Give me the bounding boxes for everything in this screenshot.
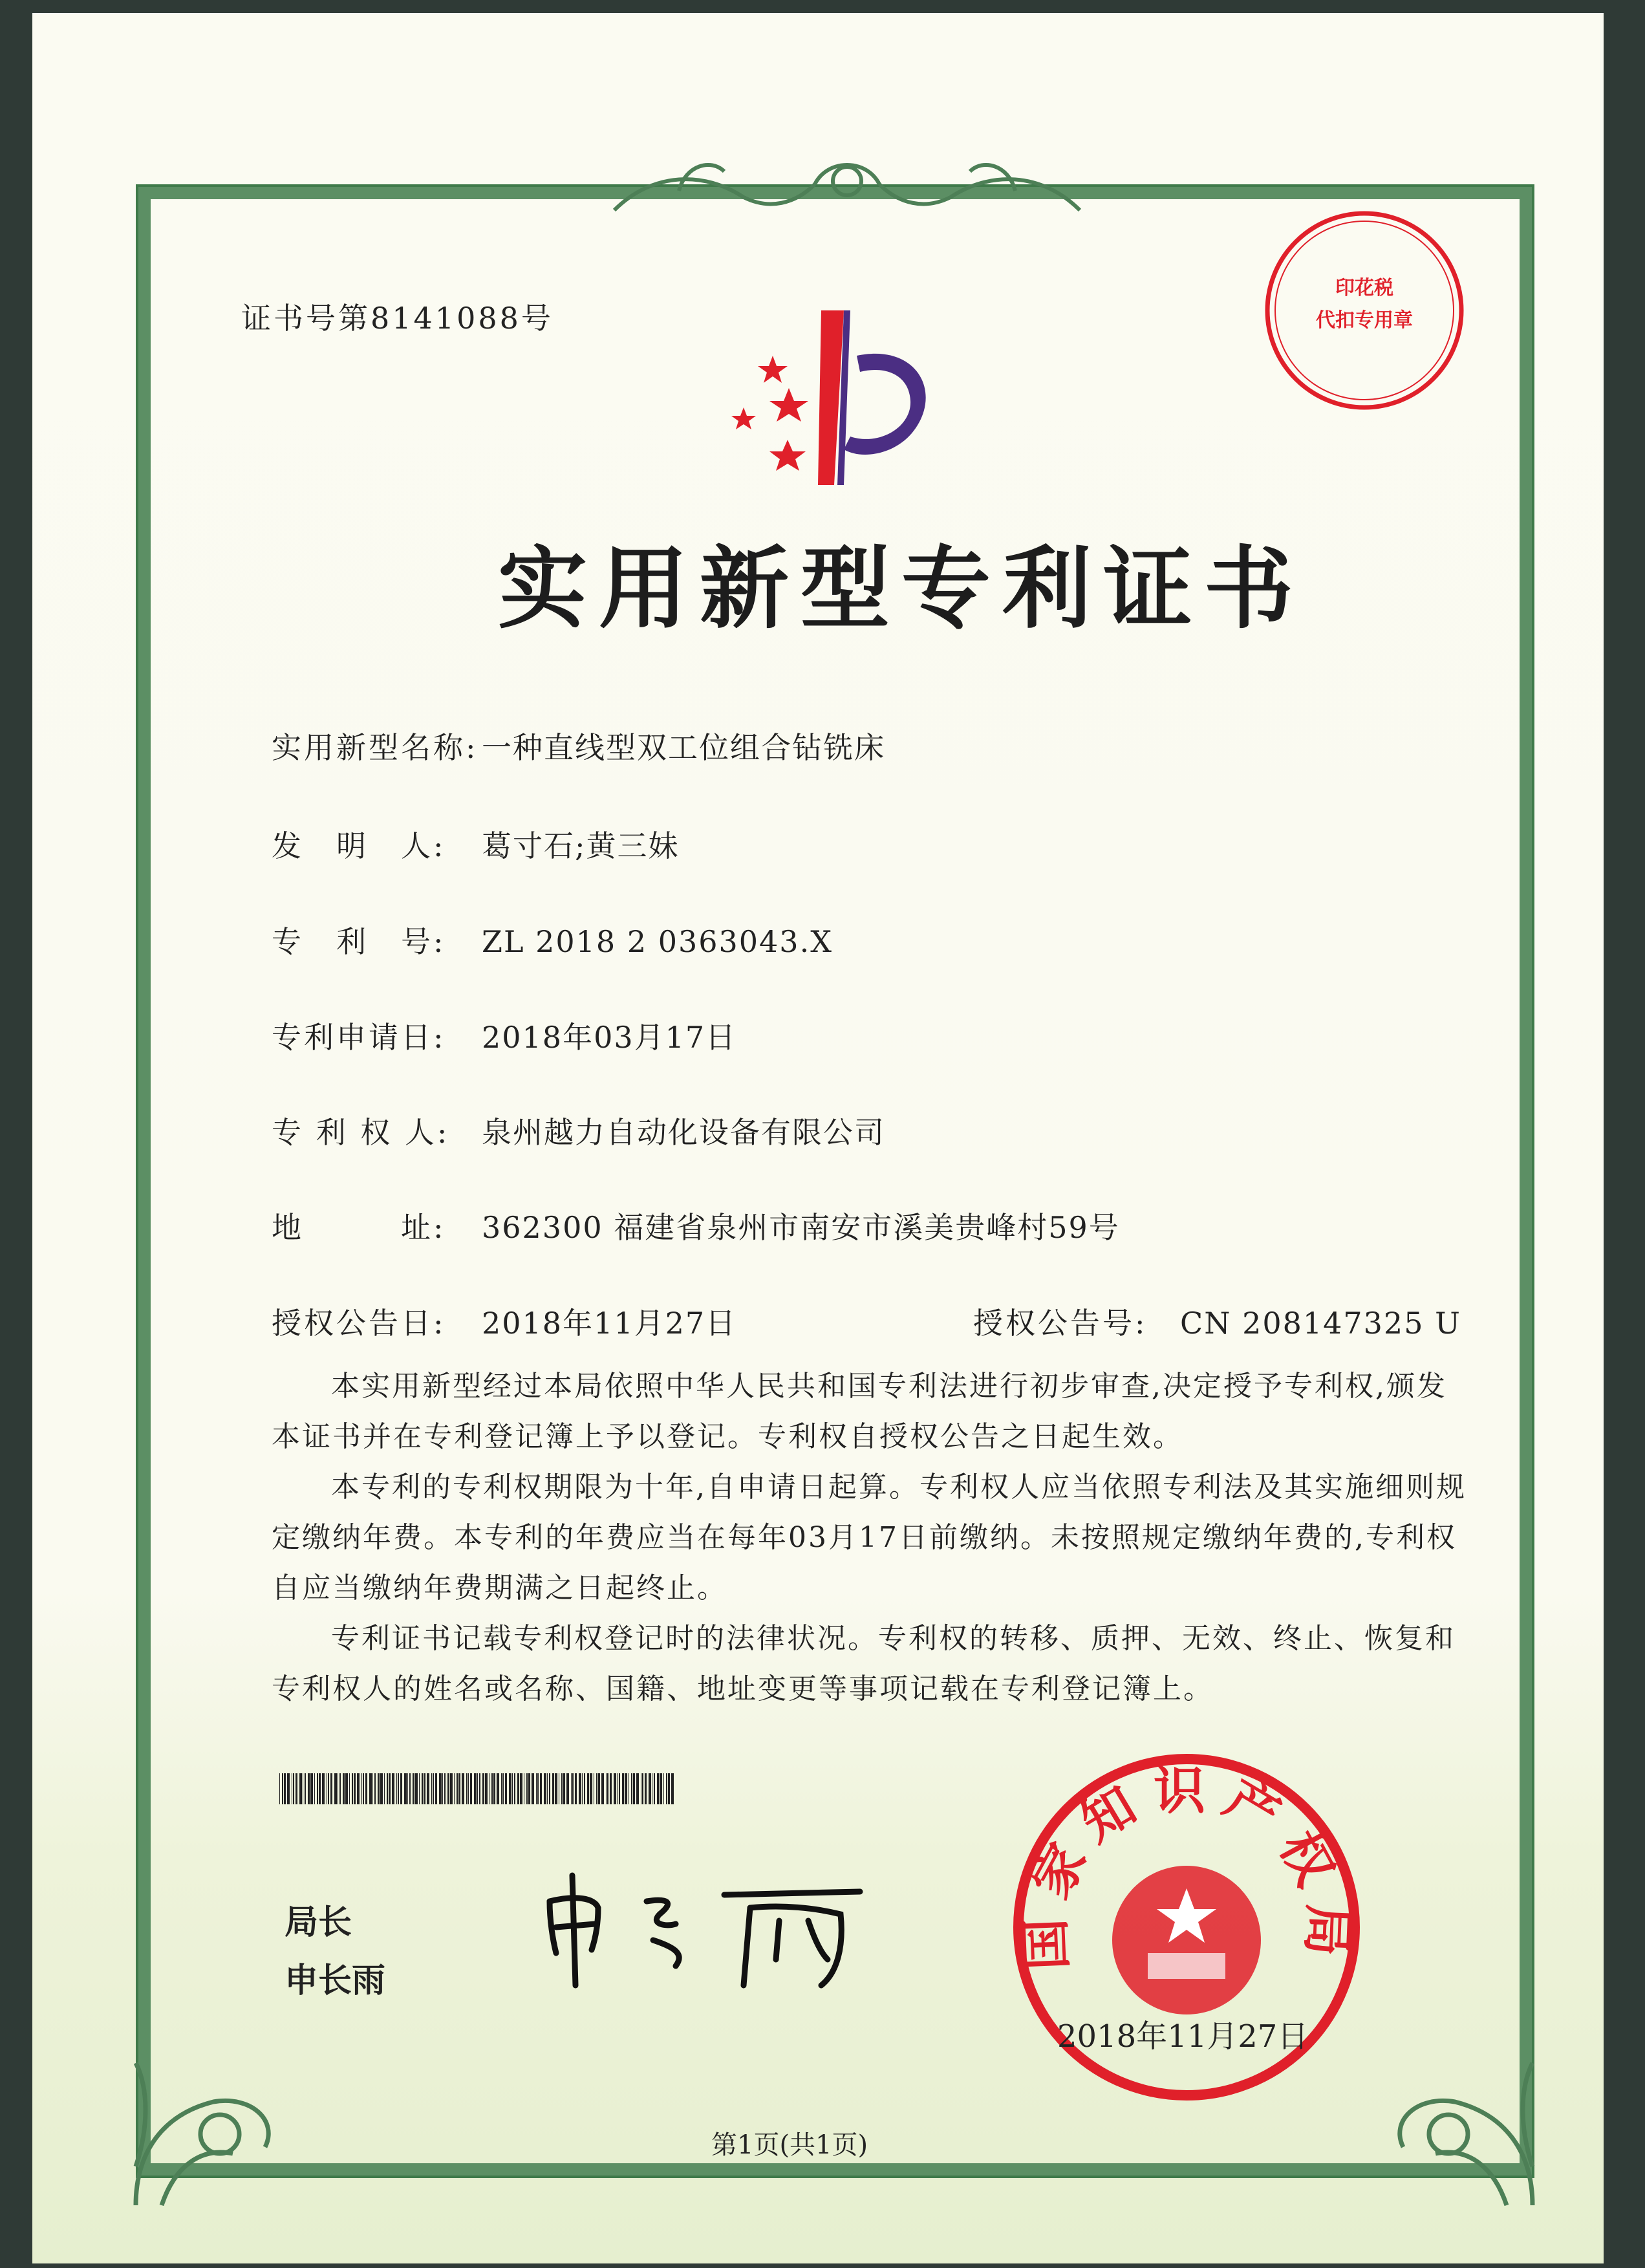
barcode-bar <box>582 1773 583 1804</box>
barcode-bar <box>415 1773 418 1804</box>
paragraph: 专利证书记载专利权登记时的法律状况。专利权的转移、质押、无效、终止、恢复和专利权人的姓名或名称、国籍、地址变更等事项记载在专利登记簿上。 <box>272 1622 1456 1705</box>
barcode-bar <box>389 1773 391 1804</box>
barcode-bar <box>299 1773 302 1804</box>
certificate-number: 证书号第8141088号 <box>241 301 554 336</box>
field-label: 授权公告日: <box>272 1306 446 1341</box>
barcode-bar <box>305 1773 306 1804</box>
barcode-bar <box>396 1773 397 1804</box>
barcode-bar <box>509 1773 511 1804</box>
barcode-bar <box>520 1773 522 1804</box>
barcode-bar <box>462 1773 464 1804</box>
barcode-bar <box>334 1773 337 1804</box>
tax-stamp-seal <box>1261 207 1468 414</box>
barcode-bar <box>671 1773 674 1804</box>
barcode-bar <box>566 1773 569 1804</box>
barcode-bar <box>319 1773 321 1804</box>
barcode-bar <box>372 1773 373 1804</box>
barcode-bar <box>501 1773 502 1804</box>
barcode-bar <box>561 1773 563 1804</box>
barcode-bar <box>660 1773 662 1804</box>
barcode-bar <box>614 1773 616 1804</box>
barcode-bar <box>657 1773 659 1804</box>
barcode-bar <box>474 1773 477 1804</box>
barcode-bar <box>526 1773 528 1804</box>
barcode-bar <box>435 1773 437 1804</box>
seal-date: 2018年11月27日 <box>1057 2018 1309 2055</box>
barcode-bar <box>563 1773 565 1804</box>
certificate-title: 实用新型专利证书 <box>498 535 1306 641</box>
field-value: CN 208147325 U <box>1180 1306 1461 1341</box>
barcode-bar <box>497 1773 499 1804</box>
barcode-bar <box>625 1773 627 1804</box>
barcode-bar <box>572 1773 574 1804</box>
barcode-bar <box>365 1773 367 1804</box>
svg-text:印花税: 印花税 <box>1335 277 1393 299</box>
barcode-bar <box>354 1773 356 1804</box>
field-value: 葛寸石;黄三妹 <box>482 828 680 863</box>
barcode-bar <box>433 1773 434 1804</box>
barcode-bar <box>466 1773 467 1804</box>
barcode-bar <box>439 1773 442 1804</box>
barcode-bar <box>610 1773 612 1804</box>
barcode-bar <box>619 1773 620 1804</box>
barcode-bar <box>322 1773 325 1804</box>
barcode-bar <box>555 1773 557 1804</box>
field-value: 泉州越力自动化设备有限公司 <box>482 1115 885 1150</box>
barcode-bar <box>296 1773 297 1804</box>
barcode-bar <box>427 1773 429 1804</box>
barcode-bar <box>590 1773 592 1804</box>
field-label: 发 明 人: <box>272 828 446 863</box>
field-label: 专 利 号: <box>272 924 446 959</box>
barcode-bar <box>293 1773 294 1804</box>
barcode-bar <box>378 1773 380 1804</box>
barcode-bar <box>287 1773 290 1804</box>
certificate-body <box>272 1361 1468 1714</box>
barcode-bar <box>502 1773 504 1804</box>
paragraph: 本专利的专利权期限为十年,自申请日起算。专利权人应当依照专利法及其实施细则规定缴纳年费。本专利的年费应当在每年03月17日前缴纳。未按照规定缴纳年费的,专利权自应当缴纳年费期满之日起终止。 <box>272 1471 1467 1604</box>
barcode-bar <box>419 1773 420 1804</box>
barcode-bar <box>514 1773 515 1804</box>
barcode-bar <box>479 1773 480 1804</box>
barcode-bar <box>654 1773 655 1804</box>
corner-ornament-left <box>123 2037 330 2218</box>
barcode-bar <box>339 1773 341 1804</box>
barcode-bar <box>400 1773 402 1804</box>
barcode-bar <box>330 1773 332 1804</box>
barcode-bar <box>491 1773 493 1804</box>
barcode-bar <box>352 1773 353 1804</box>
barcode-bar <box>579 1773 581 1804</box>
barcode-bar <box>308 1773 310 1804</box>
barcode-bar <box>404 1773 407 1804</box>
barcode-bar <box>598 1773 600 1804</box>
barcode-bar <box>649 1773 651 1804</box>
certificate-sheet <box>32 13 1604 2263</box>
field-filing-date <box>272 1014 736 1057</box>
barcode-bar <box>413 1773 414 1804</box>
field-patentee <box>272 1109 885 1152</box>
barcode-bar <box>607 1773 608 1804</box>
barcode-bar <box>633 1773 635 1804</box>
barcode-bar <box>617 1773 618 1804</box>
barcode-bar <box>532 1773 534 1804</box>
barcode-bar <box>540 1773 542 1804</box>
field-value: 2018年11月27日 <box>482 1306 737 1341</box>
barcode-bar <box>424 1773 425 1804</box>
barcode-bar <box>361 1773 362 1804</box>
handwritten-signature <box>537 1863 873 1992</box>
barcode-bar <box>485 1773 488 1804</box>
barcode-bar <box>663 1773 664 1804</box>
field-value: 2018年03月17日 <box>482 1020 737 1055</box>
corner-ornament-right <box>1339 2037 1545 2218</box>
barcode-bar <box>314 1773 315 1804</box>
barcode-bar <box>584 1773 585 1804</box>
barcode-bar <box>357 1773 360 1804</box>
field-value: 一种直线型双工位组合钻铣床 <box>482 730 885 765</box>
barcode-bar <box>442 1773 443 1804</box>
barcode-bar <box>622 1773 624 1804</box>
field-inventor <box>272 823 680 865</box>
field-value: 362300 福建省泉州市南安市溪美贵峰村59号 <box>482 1210 1120 1245</box>
field-label: 地 址: <box>272 1210 446 1245</box>
barcode-bar <box>631 1773 632 1804</box>
barcode-bar <box>422 1773 423 1804</box>
barcode-bar <box>587 1773 589 1804</box>
barcode-bar <box>345 1773 348 1804</box>
signatory-name: 申长雨 <box>285 1961 386 2000</box>
barcode-bar <box>482 1773 484 1804</box>
barcode-bar <box>505 1773 507 1804</box>
barcode-bar <box>384 1773 385 1804</box>
barcode-bar <box>549 1773 550 1804</box>
barcode-bar <box>457 1773 458 1804</box>
barcode-bar <box>374 1773 376 1804</box>
barcode-bar <box>317 1773 318 1804</box>
barcode-bar <box>363 1773 364 1804</box>
barcode-bar <box>552 1773 554 1804</box>
patent-office-logo <box>705 285 976 491</box>
field-grant-number <box>973 1300 1461 1343</box>
barcode-bar <box>450 1773 453 1804</box>
barcode-bar <box>493 1773 495 1804</box>
barcode-bar <box>447 1773 449 1804</box>
barcode-bar <box>666 1773 667 1804</box>
barcode-bar <box>528 1773 530 1804</box>
barcode-bar <box>454 1773 455 1804</box>
barcode-bar <box>596 1773 597 1804</box>
field-address <box>272 1204 1120 1247</box>
barcode-bar <box>282 1773 283 1804</box>
barcode-bar <box>468 1773 469 1804</box>
field-label: 授权公告号: <box>973 1306 1148 1341</box>
field-utility-model-name <box>272 724 885 767</box>
barcode-bar <box>407 1773 408 1804</box>
barcode-bar <box>458 1773 460 1804</box>
field-patent-number <box>272 918 833 961</box>
barcode-bar <box>606 1773 607 1804</box>
barcode-bar <box>284 1773 286 1804</box>
barcode-bar <box>645 1773 647 1804</box>
paragraph: 本实用新型经过本局依照中华人民共和国专利法进行初步审查,决定授予专利权,颁发本证书并在专利登记簿上予以登记。专利权自授权公告之日起生效。 <box>272 1370 1447 1453</box>
barcode-bar <box>387 1773 388 1804</box>
barcode <box>279 1773 677 1804</box>
field-label: 专 利 权 人: <box>272 1115 450 1150</box>
barcode-bar <box>636 1773 639 1804</box>
barcode-bar <box>536 1773 537 1804</box>
barcode-bar <box>470 1773 472 1804</box>
barcode-bar <box>575 1773 577 1804</box>
top-ornament <box>601 146 1093 230</box>
barcode-bar <box>279 1773 280 1804</box>
barcode-bar <box>668 1773 670 1804</box>
signatory-title: 局长 <box>285 1903 352 1942</box>
barcode-bar <box>544 1773 546 1804</box>
page-number: 第1页(共1页) <box>711 2130 868 2160</box>
field-value: ZL 2018 2 0363043.X <box>482 924 833 959</box>
svg-text:代扣专用章: 代扣专用章 <box>1316 309 1413 332</box>
field-label: 专利申请日: <box>272 1020 446 1055</box>
barcode-bar <box>328 1773 329 1804</box>
barcode-bar <box>601 1773 604 1804</box>
barcode-bar <box>392 1773 394 1804</box>
barcode-bar <box>642 1773 643 1804</box>
svg-text:国家知识产权局: 国家知识产权局 <box>1014 1760 1359 1972</box>
barcode-bar <box>517 1773 519 1804</box>
barcode-bar <box>409 1773 411 1804</box>
barcode-bar <box>369 1773 372 1804</box>
barcode-bar <box>571 1773 572 1804</box>
barcode-bar <box>477 1773 478 1804</box>
barcode-bar <box>512 1773 513 1804</box>
barcode-bar <box>380 1773 383 1804</box>
barcode-bar <box>431 1773 432 1804</box>
field-label: 实用新型名称: <box>272 730 478 765</box>
field-grant-date <box>272 1300 736 1343</box>
barcode-bar <box>444 1773 446 1804</box>
barcode-bar <box>398 1773 399 1804</box>
barcode-bar <box>343 1773 345 1804</box>
barcode-bar <box>310 1773 313 1804</box>
barcode-bar <box>547 1773 548 1804</box>
barcode-bar <box>537 1773 539 1804</box>
barcode-bar <box>349 1773 350 1804</box>
